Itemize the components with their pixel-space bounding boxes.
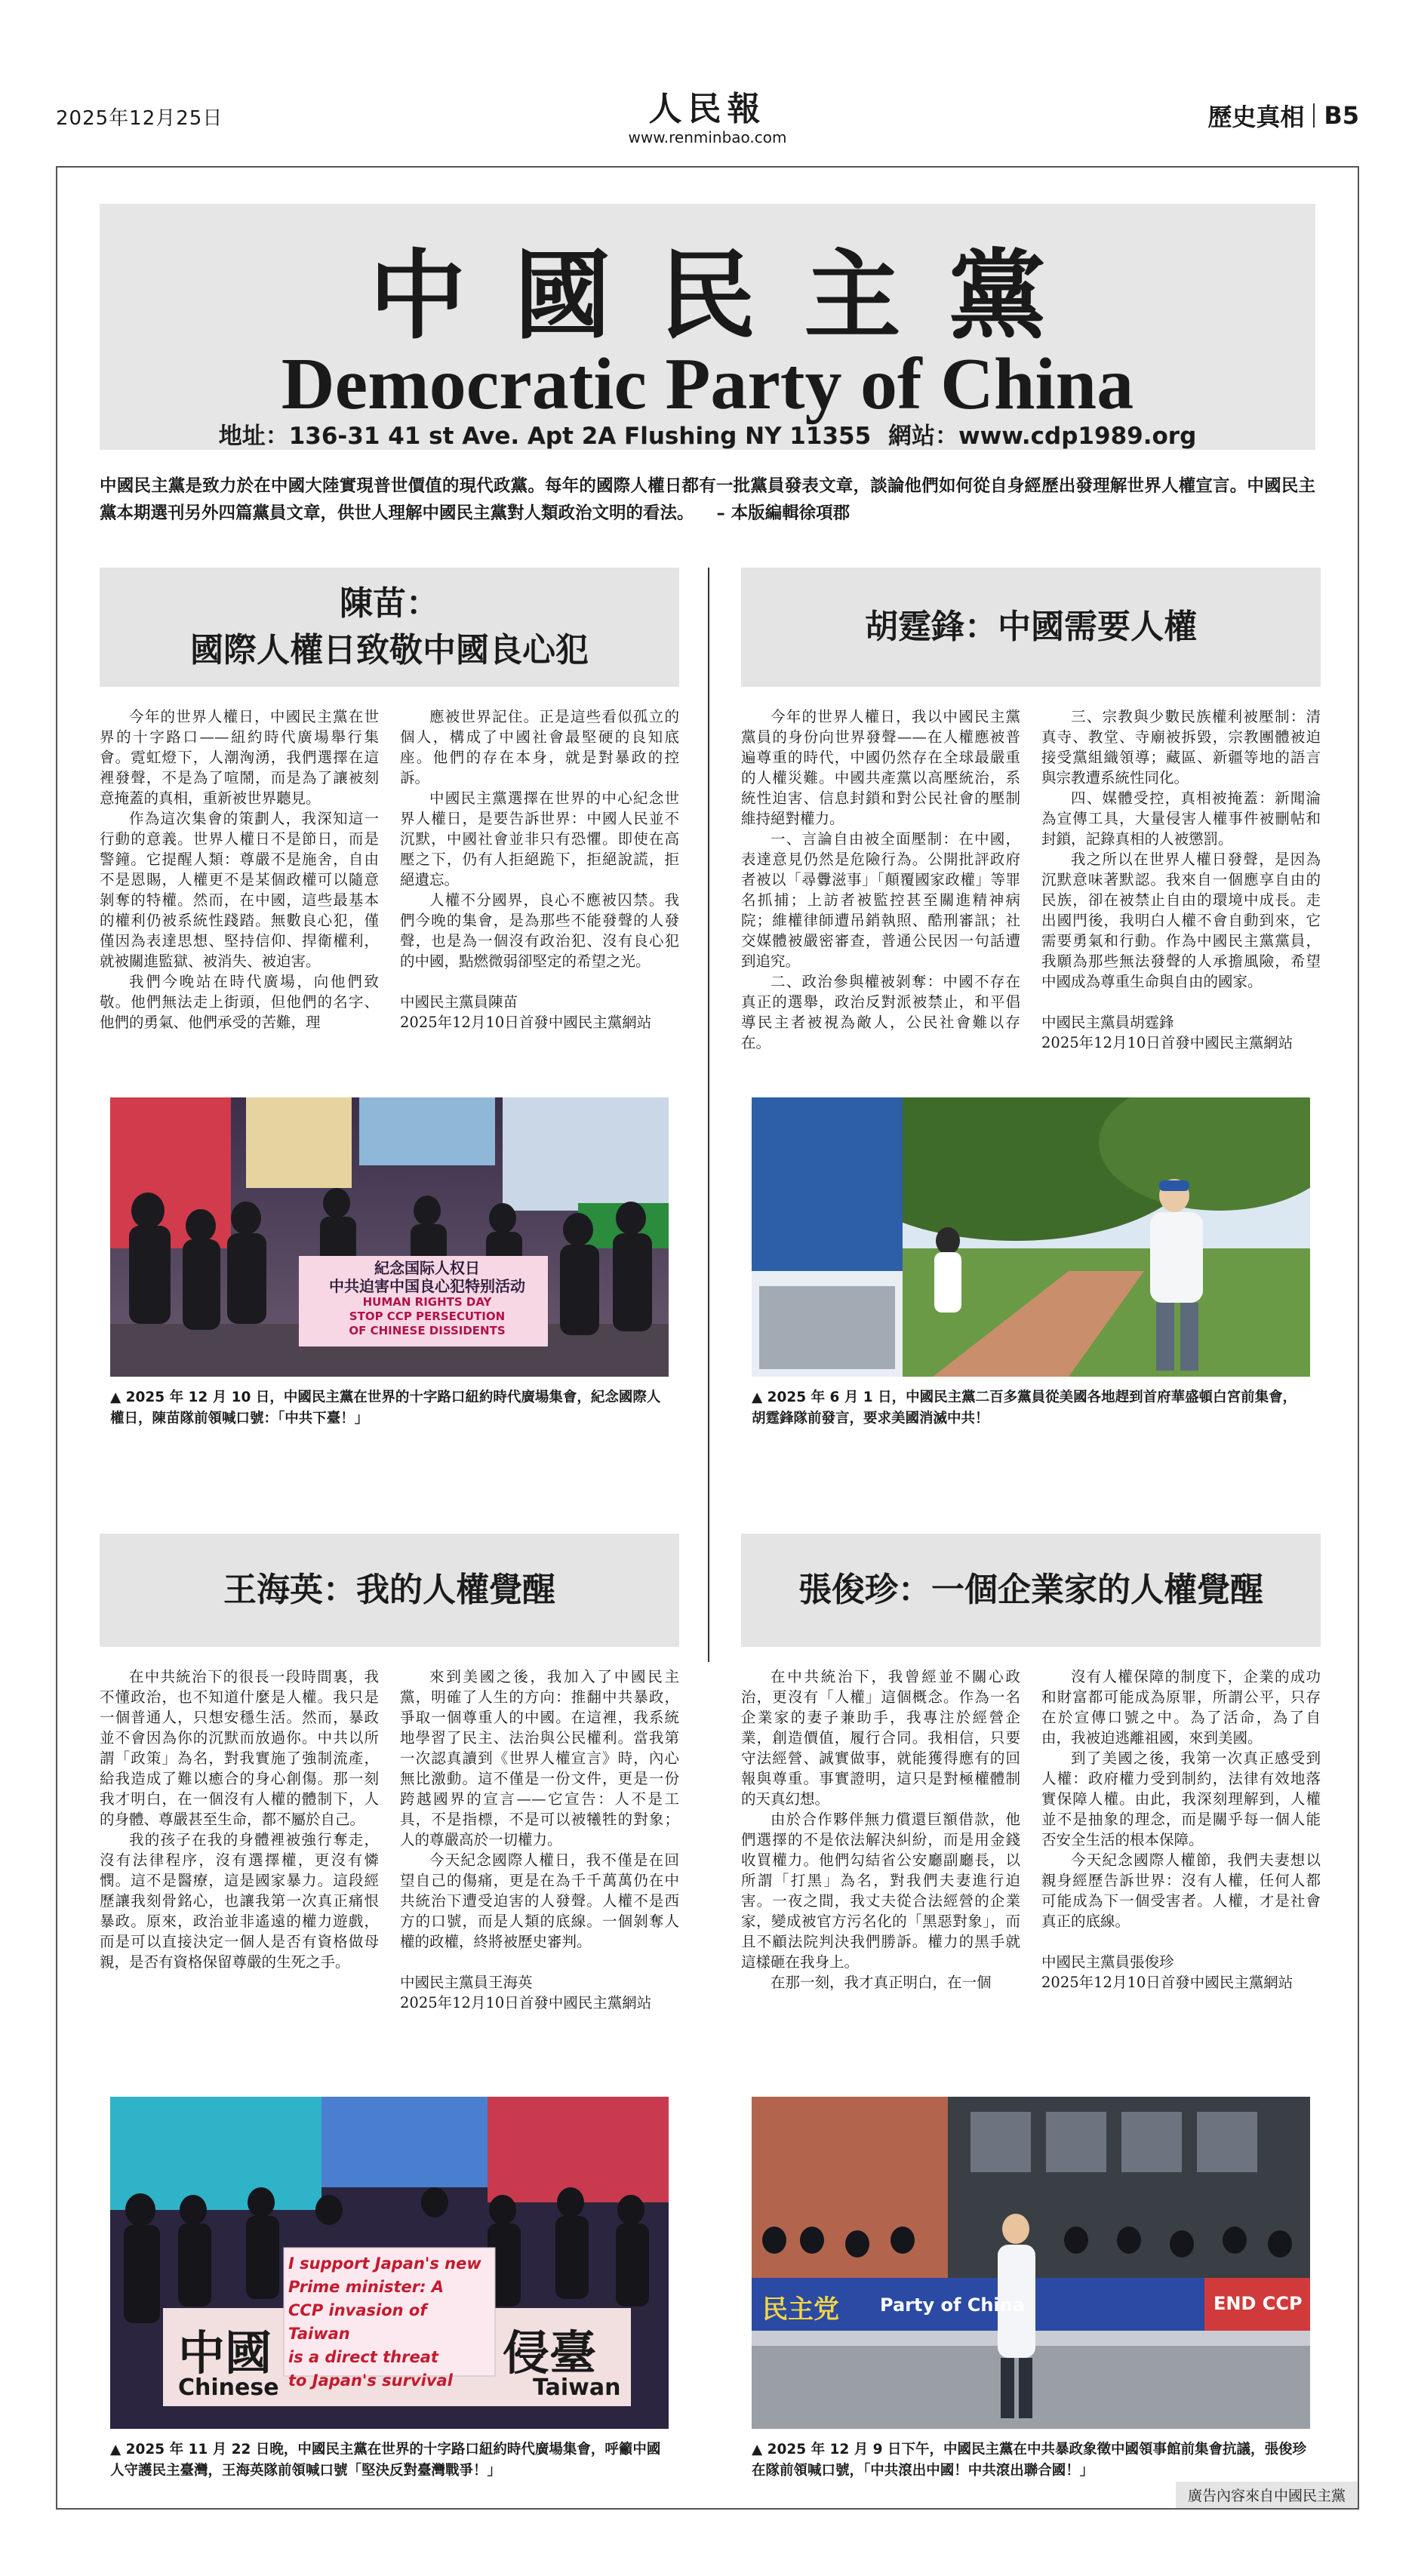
headline-line-1: 胡霆鋒：中國需要人權	[865, 608, 1197, 646]
paragraph: 來到美國之後，我加入了中國民主黨，明確了人生的方向：推翻中共暴政，爭取一個尊重人的中國。在這裡，我系統地學習了民主、法治與公民權利。當我第一次認真讀到《世界人權宣言》時，內心無比激動。這不僅是一份文件，更是一份跨越國界的宣言——它宣告：人不是工具，不是指標，不是可以被犧牲的對象；人的尊嚴高於一切權力。	[400, 1668, 679, 1848]
paragraph: 中國民主黨選擇在世界的中心紀念世界人權日，是要告訴世界：中國人民並不沉默，中國社會並非只有恐懼。即使在高壓之下，仍有人拒絕跪下，拒絕說謊，拒絕遺忘。	[400, 789, 679, 888]
article-headline	[741, 1534, 1321, 1647]
party-website[interactable]: 網站：www.cdp1989.org	[887, 423, 1197, 450]
page-frame	[56, 166, 1359, 2510]
issue-date: 2025年12月25日	[56, 107, 223, 130]
party-title-zh: 中國民主黨	[369, 239, 1094, 352]
article-column-1	[741, 1667, 1020, 2074]
party-title-en: Democratic Party of China	[281, 343, 1134, 425]
intro-text: 中國民主黨是致力於在中國大陸實現普世價值的現代政黨。每年的國際人權日都有一批黨員發表文章，談論他們如何從自身經歷出發理解世界人權宣言。中國民主黨本期選刊另外四篇黨員文章，供世人理解中國民主黨對人類政治文明的看法。	[100, 476, 1315, 523]
photo-illustration	[752, 1097, 1310, 1377]
banner-left-text: 中國	[178, 2325, 272, 2381]
article-chen-miao	[100, 568, 679, 1430]
party-contact	[100, 417, 1315, 451]
banner-left-text: 民主党	[762, 2294, 839, 2325]
rally-photo-white-house[interactable]	[752, 1097, 1310, 1377]
photo-caption: ▲ 2025 年 6 月 1 日，中國民主黨二百多黨員從美國各地趕到首府華盛頓白宮前集會，胡霆鋒隊前發言，要求美國消滅中共！	[752, 1390, 1297, 1426]
article-headline	[100, 1534, 679, 1647]
rally-photo-taiwan[interactable]	[110, 2097, 669, 2429]
author-name: 中國民主黨員胡霆鋒	[1041, 1014, 1174, 1031]
banner-line: HUMAN RIGHTS DAY	[362, 1295, 492, 1309]
publish-note: 2025年12月10日首發中國民主黨網站	[1041, 1034, 1293, 1051]
paragraph: 二、政治參與權被剝奪：中國不存在真正的選舉，政治反對派被禁止，和平倡導民主者被視為敵人，公民社會難以存在。	[741, 973, 1020, 1051]
poster-line: to Japan's survival	[288, 2371, 453, 2390]
page-number: B5	[1324, 101, 1359, 130]
banner-line: 中共迫害中国良心犯特别活动	[329, 1277, 525, 1295]
photo-caption: ▲ 2025 年 11 月 22 日晚，中國民主黨在世界的十字路口紐約時代廣場集會，呼籲中國人守護民主臺灣，王海英隊前領喊口號「堅決反對臺灣戰爭！」	[110, 2442, 661, 2479]
article-headline	[100, 568, 679, 687]
banner-line: OF CHINESE DISSIDENTS	[349, 1324, 506, 1337]
article-wang-haiying	[100, 1534, 679, 2482]
publish-note: 2025年12月10日首發中國民主黨網站	[1041, 1974, 1293, 1991]
protest-poster-text	[288, 2252, 491, 2393]
column-divider	[708, 568, 709, 1662]
party-banner	[100, 204, 1315, 450]
author-name: 中國民主黨員張俊珍	[1041, 1953, 1174, 1971]
article-column-1	[741, 706, 1020, 1075]
newspaper-url: www.renminbao.com	[628, 128, 787, 146]
paragraph: 我的孩子在我的身體裡被強行奪走，沒有法律程序，沒有選擇權，更沒有憐憫。這不是醫療，這是國家暴力。這段經歷讓我刻骨銘心，也讓我第一次真正痛恨暴政。原來，政治並非遙遠的權力遊戲，而是可以直接決定一個人是否有資格做母親，是否有資格保留尊嚴的生死之手。	[100, 1831, 379, 1971]
rally-photo-consulate[interactable]	[752, 2097, 1310, 2429]
section-divider	[1313, 103, 1315, 128]
article-column-2	[1041, 1667, 1321, 2074]
headline-line-1: 王海英：我的人權覺醒	[223, 1571, 555, 1609]
paragraph: 今天紀念國際人權節，我們夫妻想以親身經歷告訴世界：沒有人權，任何人都可能成為下一個受害者。人權，才是社會真正的底線。	[1041, 1851, 1321, 1930]
banner-right-text: END CCP	[1214, 2293, 1303, 2314]
editor-signature: – 本版編輯徐項郡	[716, 503, 851, 523]
author-name: 中國民主黨員王海英	[400, 1974, 533, 1991]
banner-right-en: Taiwan	[533, 2374, 621, 2401]
paragraph: 今天紀念國際人權日，我不僅是在回望自己的傷痛，更是在為千千萬萬仍在中共統治下遭受迫害的人發聲。人權不是西方的口號，而是人類的底線。一個剝奪人權的政權，終將被歷史審判。	[400, 1851, 679, 1950]
advertisement-note: 廣告內容來自中國民主黨	[1176, 2482, 1358, 2508]
photo-caption: ▲ 2025 年 12 月 10 日，中國民主黨在世界的十字路口紐約時代廣場集會，紀念國際人權日，陳苗隊前領喊口號：「中共下臺！」	[110, 1390, 661, 1426]
author-name: 中國民主黨員陳苗	[400, 993, 518, 1011]
headline-line-2: 國際人權日致敬中國良心犯	[190, 631, 589, 669]
paragraph: 在那一刻，我才真正明白，在一個	[771, 1974, 992, 1991]
author-signature	[1041, 1012, 1321, 1053]
photo-caption: ▲ 2025 年 12 月 9 日下午，中國民主黨在中共暴政象徵中國領事館前集會抗議，張俊珍在隊前領喊口號，「中共滾出中國！中共滾出聯合國！」	[752, 2442, 1306, 2479]
section-label	[1207, 98, 1359, 133]
paragraph: 沒有人權保障的制度下，企業的成功和財富都可能成為原罪，所謂公平，只存在於宣傳口號之中。為了活命，為了自由，我被迫逃離祖國，來到美國。	[1041, 1668, 1321, 1747]
paragraph: 應被世界記住。正是這些看似孤立的個人，構成了中國社會最堅硬的良知底座。他們的存在本身，就是對暴政的控訴。	[400, 708, 679, 786]
paragraph: 人權不分國界，良心不應被囚禁。我們今晚的集會，是為那些不能發聲的人發聲，也是為一個沒有政治犯、沒有良心犯的中國，點燃微弱卻堅定的希望之光。	[400, 891, 679, 970]
banner-line: STOP CCP PERSECUTION	[349, 1310, 506, 1323]
rally-photo-times-square[interactable]	[110, 1097, 669, 1377]
article-hu-tingfeng	[741, 568, 1321, 1430]
paragraph: 我們今晚站在時代廣場，向他們致敬。他們無法走上街頭，但他們的名字、他們的勇氣、他們承受的苦難，理	[100, 973, 379, 1031]
paragraph: 三、宗教與少數民族權利被壓制：清真寺、教堂、寺廟被拆毀，宗教團體被迫接受黨組織領導；藏區、新疆等地的語言與宗教遭系統性同化。	[1041, 708, 1321, 786]
poster-line: CCP invasion of Taiwan	[288, 2301, 427, 2343]
banner-line: 紀念国际人权日	[374, 1259, 480, 1277]
poster-line: is a direct threat	[288, 2348, 438, 2366]
paragraph: 作為這次集會的策劃人，我深知這一行動的意義。世界人權日不是節日，而是警鐘。它提醒人類：尊嚴不是施舍，自由不是恩賜，人權更不是某個政權可以隨意剝奪的特權。然而，在中國，這些最基本的權利仍被系統性踐踏。無數良心犯，僅僅因為表達思想、堅持信仰、捍衛權利，就被關進監獄、被消失、被迫害。	[100, 810, 379, 970]
article-column-2	[400, 706, 679, 1075]
section-name: 歷史真相	[1207, 103, 1305, 131]
paragraph: 在中共統治下，我曾經並不關心政治，更沒有「人權」這個概念。作為一名企業家的妻子兼助手，我專注於經營企業，創造價值，履行合同。我相信，只要守法經營、誠實做事，就能獲得應有的回報與尊重。事實證明，這只是對極權體制的天真幻想。	[741, 1668, 1020, 1808]
photo-illustration	[752, 2097, 1310, 2429]
banner-mid-text: Party of China	[880, 2294, 1025, 2316]
paragraph: 今年的世界人權日，中國民主黨在世界的十字路口——紐約時代廣場舉行集會。霓虹燈下，人潮洶湧，我們選擇在這裡發聲，不是為了喧鬧，而是為了讓被刻意掩蓋的真相，重新被世界聽見。	[100, 708, 379, 807]
paragraph: 一、言論自由被全面壓制：在中國，表達意見仍然是危險行為。公開批評政府者被以「尋釁滋事」「顛覆國家政權」等罪名抓捕；上訪者被監控甚至關進精神病院；維權律師遭吊銷執照、酷刑審訊；社交媒體被嚴密審查，普通公民因一句話遭到追究。	[741, 830, 1020, 970]
headline-line-1: 張俊珍：一個企業家的人權覺醒	[798, 1571, 1263, 1609]
page-header	[56, 82, 1359, 146]
intro-paragraph	[100, 472, 1315, 527]
article-column-1	[100, 706, 379, 1075]
article-headline	[741, 568, 1321, 687]
poster-line: I support Japan's new	[288, 2254, 481, 2273]
newspaper-logo: 人民報	[648, 90, 767, 128]
article-column-2	[1041, 706, 1321, 1075]
article-column-2	[400, 1667, 679, 2074]
banner-right-text: 侵臺	[503, 2325, 597, 2381]
paragraph: 到了美國之後，我第一次真正感受到人權：政府權力受到制約，法律有效地落實保障人權。由此，我深刻理解到，人權並不是抽象的理念，而是關乎每一個人能否安全生活的根本保障。	[1041, 1750, 1321, 1848]
paragraph: 四、媒體受控，真相被掩蓋：新聞淪為宣傳工具，大量侵害人權事件被刪帖和封鎖，記錄真相的人被懲罰。	[1041, 789, 1321, 848]
paragraph: 在中共統治下的很長一段時間裏，我不懂政治，也不知道什麼是人權。我只是一個普通人，只想安穩生活。然而，暴政並不會因為你的沉默而放過你。中共以所謂「政策」為名，對我實施了強制流產，給我造成了難以癒合的身心創傷。那一刻我才明白，在一個沒有人權的體制下，人的身體、尊嚴甚至生命，都不屬於自己。	[100, 1668, 379, 1828]
paragraph: 今年的世界人權日，我以中國民主黨黨員的身份向世界發聲——在人權應被普遍尊重的時代，中國仍然存在全球最嚴重的人權災難。中國共產黨以高壓統治，系統性迫害、信息封鎖和對公民社會的壓制維持絕對權力。	[741, 708, 1020, 827]
author-signature	[1041, 1952, 1321, 1993]
author-signature	[400, 992, 679, 1033]
paragraph: 由於合作夥伴無力償還巨額借款，他們選擇的不是依法解決糾紛，而是用金錢收買權力。他們勾結省公安廳副廳長，以所謂「打黑」為名，對我們夫妻進行迫害。一夜之間，我丈夫從合法經營的企業家，變成被官方污名化的「黑惡對象」，而且不顧法院判決我們勝訴。權力的黑手就這樣砸在我身上。	[741, 1811, 1020, 1971]
paragraph: 我之所以在世界人權日發聲，是因為沉默意味著默認。我來自一個應享自由的民族，卻在被禁止自由的環境中成長。走出國門後，我明白人權不會自動到來，它需要勇氣和行動。作為中國民主黨黨員，我願為那些無法發聲的人承擔風險，希望中國成為尊重生命與自由的國家。	[1041, 851, 1321, 990]
rally-banner-text	[308, 1259, 546, 1338]
article-column-1	[100, 1667, 379, 2074]
author-signature	[400, 1972, 679, 2013]
party-address: 地址：136-31 41 st Ave. Apt 2A Flushing NY 11355	[218, 423, 872, 450]
publish-note: 2025年12月10日首發中國民主黨網站	[400, 1994, 652, 2011]
article-zhang-junzhen	[741, 1534, 1321, 2482]
publish-note: 2025年12月10日首發中國民主黨網站	[400, 1014, 652, 1031]
banner-left-en: Chinese	[178, 2374, 279, 2401]
headline-line-1: 陳苗：	[340, 584, 439, 623]
poster-line: Prime minister: A	[288, 2278, 444, 2296]
masthead[interactable]	[629, 82, 787, 146]
